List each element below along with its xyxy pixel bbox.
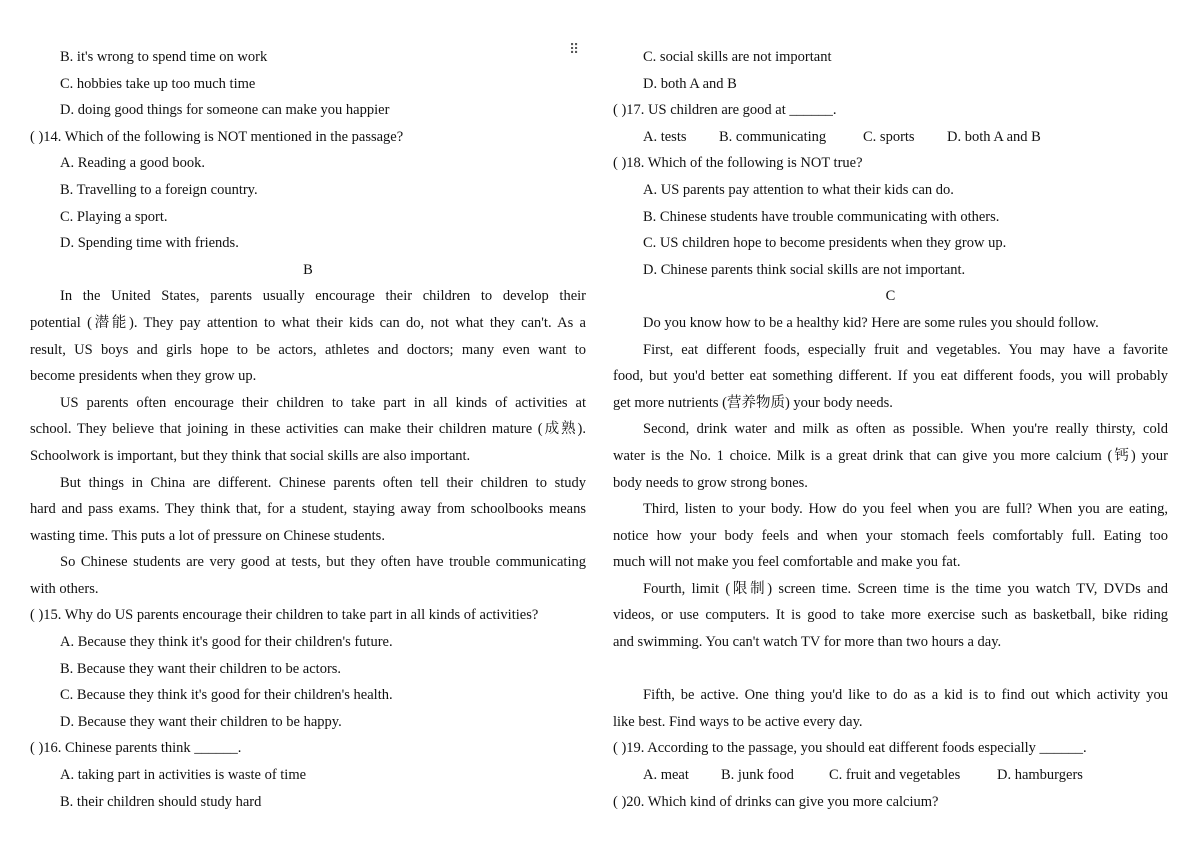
answer-option: C. fruit and vegetables xyxy=(829,767,961,784)
answer-option: A. meat xyxy=(643,767,689,784)
section-heading: C xyxy=(885,288,896,305)
passage-line: Schoolwork is important, but they think that social skills are also important. xyxy=(30,447,471,464)
question-line: ( )20. Which kind of drinks can give you more calcium? xyxy=(613,793,939,810)
passage-line: body needs to grow strong bones. xyxy=(613,474,808,491)
answer-option: D. Because they want their children to be happy. xyxy=(60,713,342,730)
answer-option: B. their children should study hard xyxy=(60,793,262,810)
passage-line: First, eat different foods, especially fruit and vegetables. You may have a favorite xyxy=(643,341,1168,358)
answer-option: D. both A and B xyxy=(947,128,1041,145)
passage-line: school. They believe that joining in these activities can make their children mature (成熟). xyxy=(30,421,586,438)
passage-line: food, but you'd better eat something different. If you eat different foods, you will probably xyxy=(613,368,1168,385)
passage-line: much will not make you feel comfortable and make you fat. xyxy=(613,554,961,571)
section-heading: B xyxy=(303,261,313,278)
passage-line: Fourth, limit (限制) screen time. Screen time is the time you watch TV, DVDs and xyxy=(643,580,1168,597)
answer-option: D. Chinese parents think social skills are not important. xyxy=(643,261,966,278)
passage-line: water is the No. 1 choice. Milk is a great drink that can give you more calcium (钙) your xyxy=(613,447,1168,464)
passage-line: like best. Find ways to be active every day. xyxy=(613,713,863,730)
passage-line: potential (潜能). They pay attention to what their kids can do, not what they can't. As a xyxy=(30,314,586,331)
passage-line: get more nutrients (营养物质) your body needs. xyxy=(613,394,893,411)
answer-option: B. Because they want their children to be actors. xyxy=(60,660,342,677)
passage-line: Do you know how to be a healthy kid? Here are some rules you should follow. xyxy=(643,314,1099,331)
question-line: ( )14. Which of the following is NOT mentioned in the passage? xyxy=(30,128,404,145)
answer-option: C. Playing a sport. xyxy=(60,208,168,225)
answer-option: B. it's wrong to spend time on work xyxy=(60,49,268,65)
answer-option: C. hobbies take up too much time xyxy=(60,75,256,92)
answer-option: D. Spending time with friends. xyxy=(60,235,239,252)
answer-option: B. Chinese students have trouble communicating with others. xyxy=(643,208,1000,225)
blank-line xyxy=(613,656,1168,683)
answer-option: A. US parents pay attention to what their kids can do. xyxy=(643,181,954,198)
answer-option: B. communicating xyxy=(719,128,827,145)
left-column xyxy=(30,44,586,815)
answer-option: A. Reading a good book. xyxy=(60,155,205,172)
answer-option: D. doing good things for someone can make you happier xyxy=(60,102,390,119)
drag-handle-icon[interactable]: ⠿ xyxy=(569,42,581,58)
answer-option: D. hamburgers xyxy=(997,767,1083,784)
passage-line: In the United States, parents usually encourage their children to develop their xyxy=(60,288,586,305)
answer-option: D. both A and B xyxy=(643,75,737,92)
answer-option: C. sports xyxy=(863,128,915,145)
passage-line: videos, or use computers. It is good to take more exercise such as basketball, bike riding xyxy=(613,607,1168,624)
passage-line: hard and pass exams. They think that, for a student, staying away from schoolbooks means xyxy=(30,501,586,518)
passage-line: with others. xyxy=(30,580,99,597)
question-line: ( )15. Why do US parents encourage their children to take part in all kinds of activities? xyxy=(30,607,539,624)
passage-line: Third, listen to your body. How do you feel when you are full? When you are eating, xyxy=(643,501,1168,518)
passage-line: result, US boys and girls hope to be actors, athletes and doctors; many even want to xyxy=(30,341,586,358)
answer-option: A. tests xyxy=(643,128,687,145)
question-line: ( )17. US children are good at ______. xyxy=(613,102,837,119)
answer-options-row xyxy=(613,124,1168,151)
question-line: ( )19. According to the passage, you should eat different foods especially ______. xyxy=(613,740,1087,757)
right-column xyxy=(613,44,1168,815)
passage-line: US parents often encourage their children to take part in all kinds of activities at xyxy=(60,394,586,411)
answer-option: C. Because they think it's good for their children's health. xyxy=(60,687,393,704)
passage-line: Fifth, be active. One thing you'd like to do as a kid is to find out which activity you xyxy=(643,687,1168,704)
answer-option: A. Because they think it's good for their children's future. xyxy=(60,634,393,651)
passage-line: notice how your body feels and when your stomach feels comfortably full. Eating too xyxy=(613,527,1168,544)
answer-option: B. junk food xyxy=(721,767,794,784)
passage-line: But things in China are different. Chinese parents often tell their children to study xyxy=(60,474,586,491)
passage-line: Second, drink water and milk as often as possible. When you're really thirsty, cold xyxy=(643,421,1168,438)
question-line: ( )16. Chinese parents think ______. xyxy=(30,740,242,757)
question-line: ( )18. Which of the following is NOT true? xyxy=(613,155,863,172)
answer-option: C. social skills are not important xyxy=(643,49,832,65)
passage-line: and swimming. You can't watch TV for more than two hours a day. xyxy=(613,634,1002,651)
answer-option: A. taking part in activities is waste of time xyxy=(60,767,307,784)
passage-line: wasting time. This puts a lot of pressure on Chinese students. xyxy=(30,527,385,544)
answer-option: C. US children hope to become presidents when they grow up. xyxy=(643,235,1007,252)
passage-line: become presidents when they grow up. xyxy=(30,368,257,385)
passage-line: So Chinese students are very good at tests, but they often have trouble communicating xyxy=(60,554,586,571)
answer-option: B. Travelling to a foreign country. xyxy=(60,181,258,198)
answer-options-row xyxy=(613,762,1168,789)
